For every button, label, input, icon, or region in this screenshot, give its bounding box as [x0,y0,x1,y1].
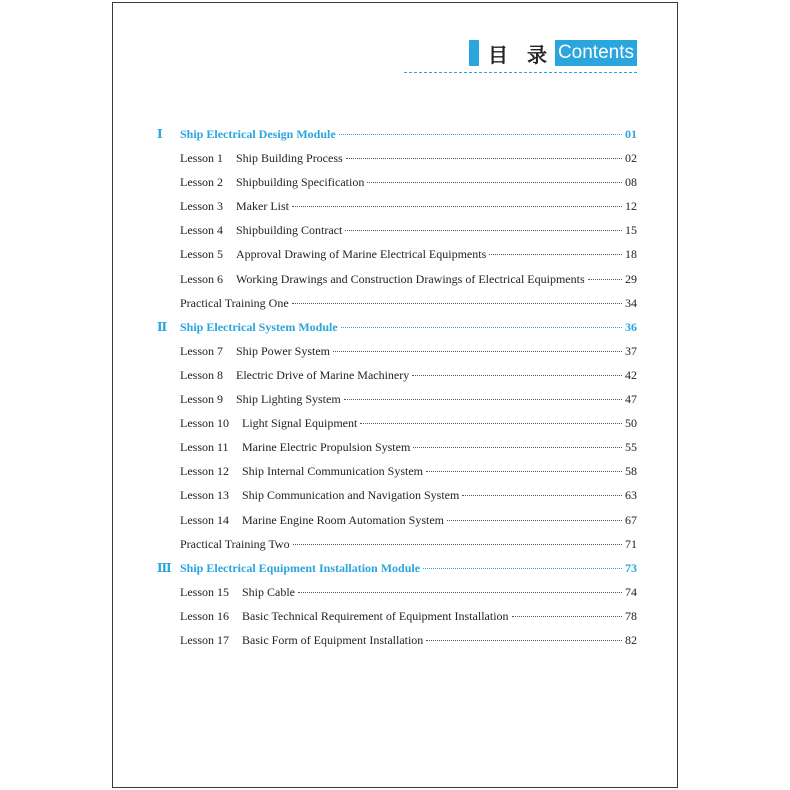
toc-lesson-1[interactable] [113,149,677,167]
lesson-title: Ship Communication and Navigation System [242,488,460,502]
lesson-number: Lesson 5 [180,247,223,261]
lesson-title: Electric Drive of Marine Machinery [236,368,410,382]
toc-practical-training-2[interactable] [113,535,677,553]
toc-lesson-16[interactable] [113,607,677,625]
lesson-number: Lesson 8 [180,368,223,382]
toc-lesson-7[interactable] [113,342,677,360]
page-number: 37 [625,344,637,358]
page-number: 47 [625,392,637,406]
dot-leader [298,592,622,593]
lesson-title: Ship Lighting System [236,392,341,406]
dot-leader [344,399,622,400]
toc-lesson-2[interactable] [113,173,677,191]
lesson-number: Lesson 3 [180,199,223,213]
module-title: Ship Electrical Equipment Installation Module [180,561,421,575]
dot-leader [339,134,622,135]
lesson-number: Lesson 17 [180,633,229,647]
dot-leader [447,520,622,521]
page-number: 36 [625,320,637,334]
lesson-number: Lesson 11 [180,440,229,454]
dot-leader [588,279,622,280]
page-number: 58 [625,464,637,478]
dot-leader [512,616,622,617]
lesson-title: Marine Engine Room Automation System [242,513,444,527]
lesson-number: Lesson 12 [180,464,229,478]
lesson-title: Working Drawings and Construction Drawings of Electrical Equipments [236,272,585,286]
lesson-number: Lesson 7 [180,344,223,358]
page-number: 29 [625,272,637,286]
dot-leader [489,254,622,255]
dot-leader [293,544,622,545]
lesson-title: Light Signal Equipment [242,416,358,430]
toc-lesson-17[interactable] [113,631,677,649]
page-number: 12 [625,199,637,213]
toc-lesson-12[interactable] [113,462,677,480]
page-number: 08 [625,175,637,189]
page-number: 71 [625,537,637,551]
lesson-number: Lesson 14 [180,513,229,527]
toc-lesson-5[interactable] [113,245,677,263]
lesson-title: Basic Form of Equipment Installation [242,633,424,647]
dot-leader [345,230,622,231]
lesson-title: Shipbuilding Contract [236,223,343,237]
page-number: 02 [625,151,637,165]
lesson-number: Lesson 6 [180,272,223,286]
toc-lesson-3[interactable] [113,197,677,215]
page-number: 74 [625,585,637,599]
lesson-number: Lesson 4 [180,223,223,237]
toc-module-3[interactable] [113,559,677,577]
module-number: Ⅱ [157,320,168,334]
dot-leader [292,206,622,207]
page-number: 78 [625,609,637,623]
dot-leader [426,471,622,472]
dot-leader [462,495,622,496]
page-number: 34 [625,296,637,310]
toc-module-1[interactable] [113,125,677,143]
dot-leader [412,375,622,376]
practical-training-title: Practical Training Two [180,537,290,551]
toc-lesson-13[interactable] [113,486,677,504]
lesson-number: Lesson 10 [180,416,229,430]
page-number: 50 [625,416,637,430]
header-title-cn: 目 录 [487,42,553,67]
lesson-number: Lesson 13 [180,488,229,502]
lesson-title: Ship Power System [236,344,331,358]
lesson-title: Marine Electric Propulsion System [242,440,411,454]
dot-leader [341,327,622,328]
lesson-title: Basic Technical Requirement of Equipment Installation [242,609,509,623]
contents-header [469,39,637,67]
page-number: 18 [625,247,637,261]
lesson-number: Lesson 16 [180,609,229,623]
toc-practical-training-1[interactable] [113,294,677,312]
toc-lesson-15[interactable] [113,583,677,601]
header-title-en: Contents [555,40,637,66]
lesson-title: Ship Building Process [236,151,343,165]
practical-training-title: Practical Training One [180,296,289,310]
lesson-title: Approval Drawing of Marine Electrical Equipments [236,247,487,261]
page-number: 63 [625,488,637,502]
page-number: 42 [625,368,637,382]
module-title: Ship Electrical Design Module [180,127,336,141]
page-number: 67 [625,513,637,527]
toc-lesson-9[interactable] [113,390,677,408]
lesson-number: Lesson 2 [180,175,223,189]
toc-lesson-8[interactable] [113,366,677,384]
module-number: Ⅲ [157,561,172,575]
lesson-number: Lesson 1 [180,151,223,165]
lesson-number: Lesson 15 [180,585,229,599]
toc-module-2[interactable] [113,318,677,336]
lesson-number: Lesson 9 [180,392,223,406]
toc-lesson-10[interactable] [113,414,677,432]
module-number: Ⅰ [157,127,163,141]
page-number: 01 [625,127,637,141]
document-page [112,2,678,788]
dot-leader [367,182,622,183]
dot-leader [292,303,622,304]
dot-leader [426,640,622,641]
toc-lesson-6[interactable] [113,270,677,288]
lesson-title: Ship Cable [242,585,295,599]
dot-leader [423,568,622,569]
dot-leader [333,351,622,352]
lesson-title: Maker List [236,199,289,213]
dot-leader [413,447,622,448]
module-title: Ship Electrical System Module [180,320,338,334]
page-number: 55 [625,440,637,454]
lesson-title: Ship Internal Communication System [242,464,423,478]
header-accent-bar [469,40,479,66]
lesson-title: Shipbuilding Specification [236,175,365,189]
dot-leader [360,423,622,424]
dot-leader [346,158,622,159]
toc-lesson-4[interactable] [113,221,677,239]
toc-lesson-11[interactable] [113,438,677,456]
toc-lesson-14[interactable] [113,511,677,529]
header-dashed-rule [404,72,637,73]
page-number: 73 [625,561,637,575]
page-number: 15 [625,223,637,237]
page-number: 82 [625,633,637,647]
